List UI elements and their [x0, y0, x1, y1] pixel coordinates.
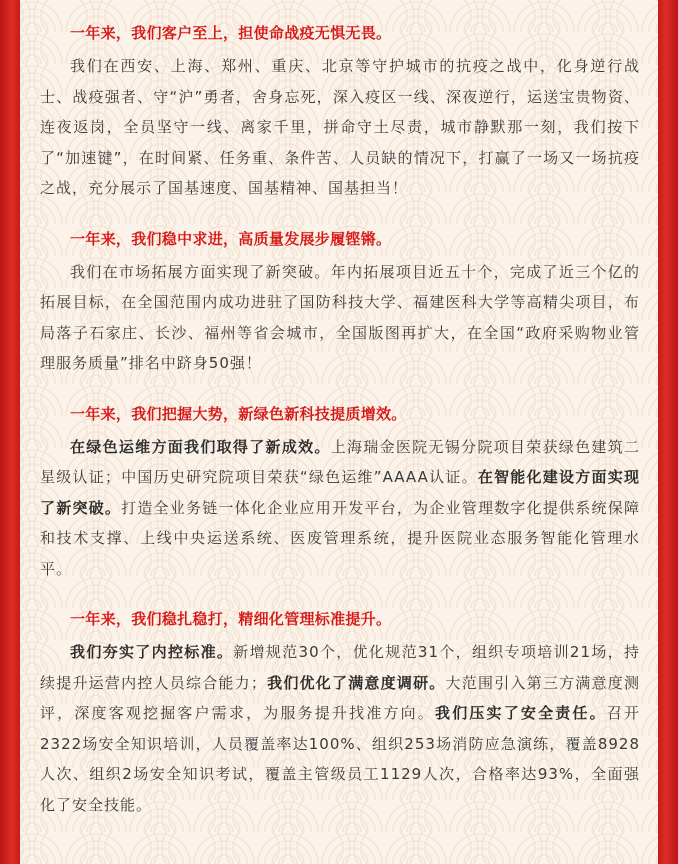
section-heading: 一年来，我们客户至上，担使命战疫无惧无畏。 [70, 24, 392, 42]
bold-lead-text: 我们夯实了内控标准。 [70, 643, 234, 661]
section-green-tech [40, 399, 640, 585]
section-paragraph [40, 51, 640, 204]
right-red-border [658, 0, 678, 864]
paragraph-text: 上海瑞金医院无锡分院项目荣获绿色建筑二星级认证；中国历史研究院项目荣获“绿色运维”AAAA认证。 [40, 437, 640, 486]
paragraph-text: 召开2322场安全知识培训，人员覆盖率达100%、组织253场消防应急演练，覆盖8928人次、组织2场安全知识考试，覆盖主管级员工1129人次，合格率达93%，全面强化了安全技能。 [40, 704, 640, 814]
paragraph-text: 我们在市场拓展方面实现了新突破。年内拓展项目近五十个，完成了近三个亿的拓展目标，在全国范围内成功进驻了国防科技大学、福建医科大学等高精尖项目，布局落子石家庄、长沙、福州等省会城市，全国版图再扩大，在全国“政府采购物业管理服务质量”排名中跻身50强！ [40, 262, 640, 372]
article-content [40, 18, 640, 840]
section-customer-first [40, 18, 640, 204]
left-red-border [0, 0, 20, 864]
section-heading: 一年来，我们把握大势，新绿色新科技提质增效。 [70, 404, 407, 423]
section-paragraph [40, 637, 640, 820]
section-paragraph [40, 257, 640, 379]
paragraph-text: 我们在西安、上海、郑州、重庆、北京等守护城市的抗疫之战中，化身逆行战士、战疫强者、守“沪”勇者，舍身忘死，深入疫区一线、深夜逆行，运送宝贵物资、连夜返岗，全员坚守一线、离家千里，拼命守土尽责，城市静默那一刻，我们按下了“加速键”，在时间紧、任务重、条件苦、人员缺的情况下，打赢了一场又一场抗疫之战，充分展示了国基速度、国基精神、国基担当！ [40, 57, 640, 197]
bold-lead-text: 我们压实了安全责任。 [435, 704, 607, 722]
paragraph-text: 新增规范30个，优化规范31个，组织专项培训21场，持续提升运营内控人员综合能力； [40, 643, 640, 692]
bold-lead-text: 我们优化了满意度调研。 [266, 673, 446, 692]
bold-lead-text: 在智能化建设方面实现了新突破。 [40, 468, 640, 517]
section-refined-management [40, 604, 640, 820]
paragraph-text: 大范围引入第三方满意度测评，深度客观挖掘客户需求，为服务提升找准方向。 [40, 673, 640, 722]
section-steady-progress [40, 224, 640, 379]
bold-lead-text: 在绿色运维方面我们取得了新成效。 [70, 437, 331, 456]
section-heading: 一年来，我们稳扎稳打，精细化管理标准提升。 [70, 610, 392, 628]
section-heading: 一年来，我们稳中求进，高质量发展步履铿锵。 [70, 229, 392, 248]
section-paragraph [40, 432, 640, 585]
paragraph-text: 打造全业务链一体化企业应用开发平台，为企业管理数字化提供系统保障和技术支撑、上线中央运送系统、医废管理系统，提升医院业态服务智能化管理水平。 [40, 498, 640, 578]
